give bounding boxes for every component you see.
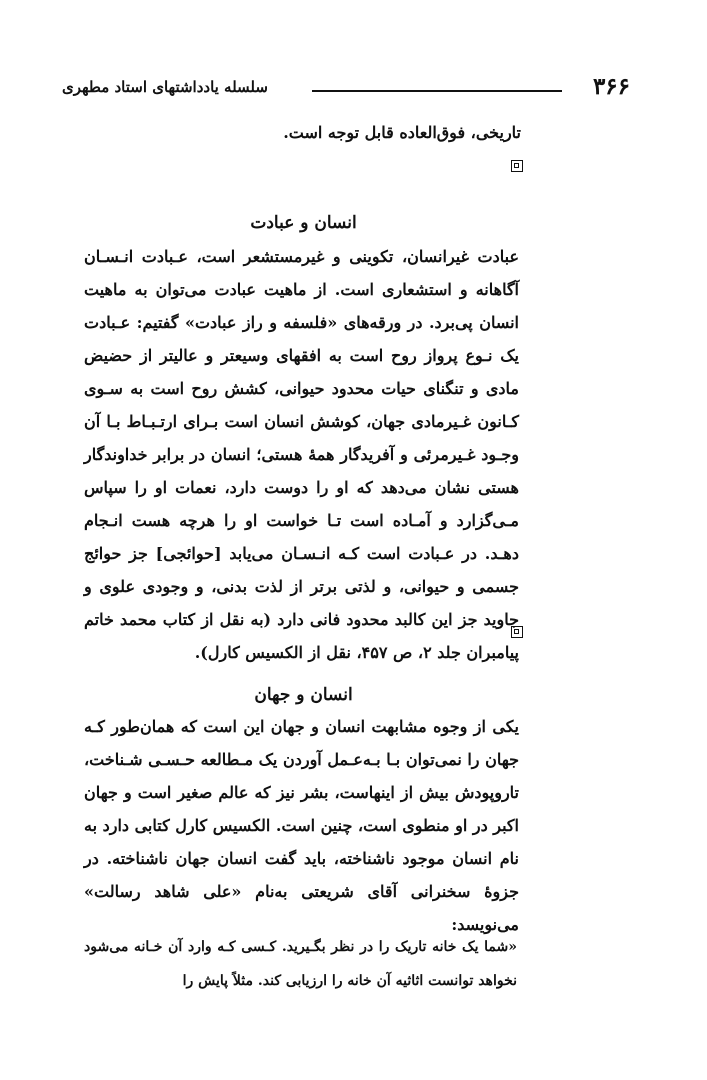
quotation-paragraph: «شما یک خانه تاریک را در نظر بگـیرید. کـسی کـه وارد آن خـانه می‌شود نخواهد توانست اثاثیه آن خانه را ارزیابی کند. مثلاً پایش را: [84, 939, 517, 989]
series-title: سلسله یادداشتهای استاد مطهری: [62, 78, 268, 96]
section-paragraph-worship: عبادت غیرانسان، تکوینی و غیرمستشعر است، عـبادت انـسـان آگاهانه و استشعاری است. از ماهیت عبادت می‌توان به ماهیت انسان پی‌برد. در ورقه‌های «فلسفه و راز عبادت» گفتیم: عـبادت یک نـوع پرواز روح است به افقهای وسیعتر و عالیتر از حضیض مادی و تنگنای حیات محدود حیوانی، کشش روح است به سـوی کـانون غـیرمادی جهان، کوشش انسان است بـرای ارتـبـاط بـا آن وجـود غـیرمرئی و آفریدگار همۀ هستی؛ انسان در برابر خداوندگار هستی نشان می‌دهد که او را دوست دارد، نعمات او را سپاس مـی‌گزارد و آمـاده است تـا خواست او را هرچه هست انـجام دهـد. در عـبادت است کـه انـسـان می‌یابد [حوائجی] جز حوائج جسمی و حیوانی، و لذتی برتر از لذت بدنی، و وجودی علوی و جاوید جز این کالبد محدود فانی دارد (به نقل از کتاب محمد خاتم پیامبران جلد ۲، ص ۴۵۷، نقل از الکسیس کارل).: [84, 247, 519, 662]
section-heading-world: انسان و جهان: [254, 685, 353, 705]
section-paragraph-world: یکی از وجوه مشابهت انسان و جهان این است که همان‌طور کـه جهان را نمی‌توان بـا بـه‌عـمل آوردن یک مـطالعه حـسـی شـناخت، تاروپودش بیش از اینهاست، بشر نیز که عالم صغیر است و جهان اکبر در او منطوی است، چنین است. الکسیس کارل کتابی دارد به نام انسان موجود ناشناخته، باید گفت انسان جهان ناشناخته. در جزوۀ سخنرانی آقای شریعتی به‌نام «علی شاهد رسالت» می‌نویسد:: [84, 717, 519, 934]
running-header: [62, 68, 630, 108]
section-end-mark-icon: [511, 160, 523, 172]
page-number: ۳۶۶: [592, 73, 630, 100]
section-end-mark-icon: [511, 626, 523, 638]
section-heading-worship: انسان و عبادت: [250, 213, 357, 233]
header-rule: [312, 90, 562, 92]
continuation-paragraph: تاریخی، فوق‌العاده قابل توجه است.: [283, 123, 521, 142]
